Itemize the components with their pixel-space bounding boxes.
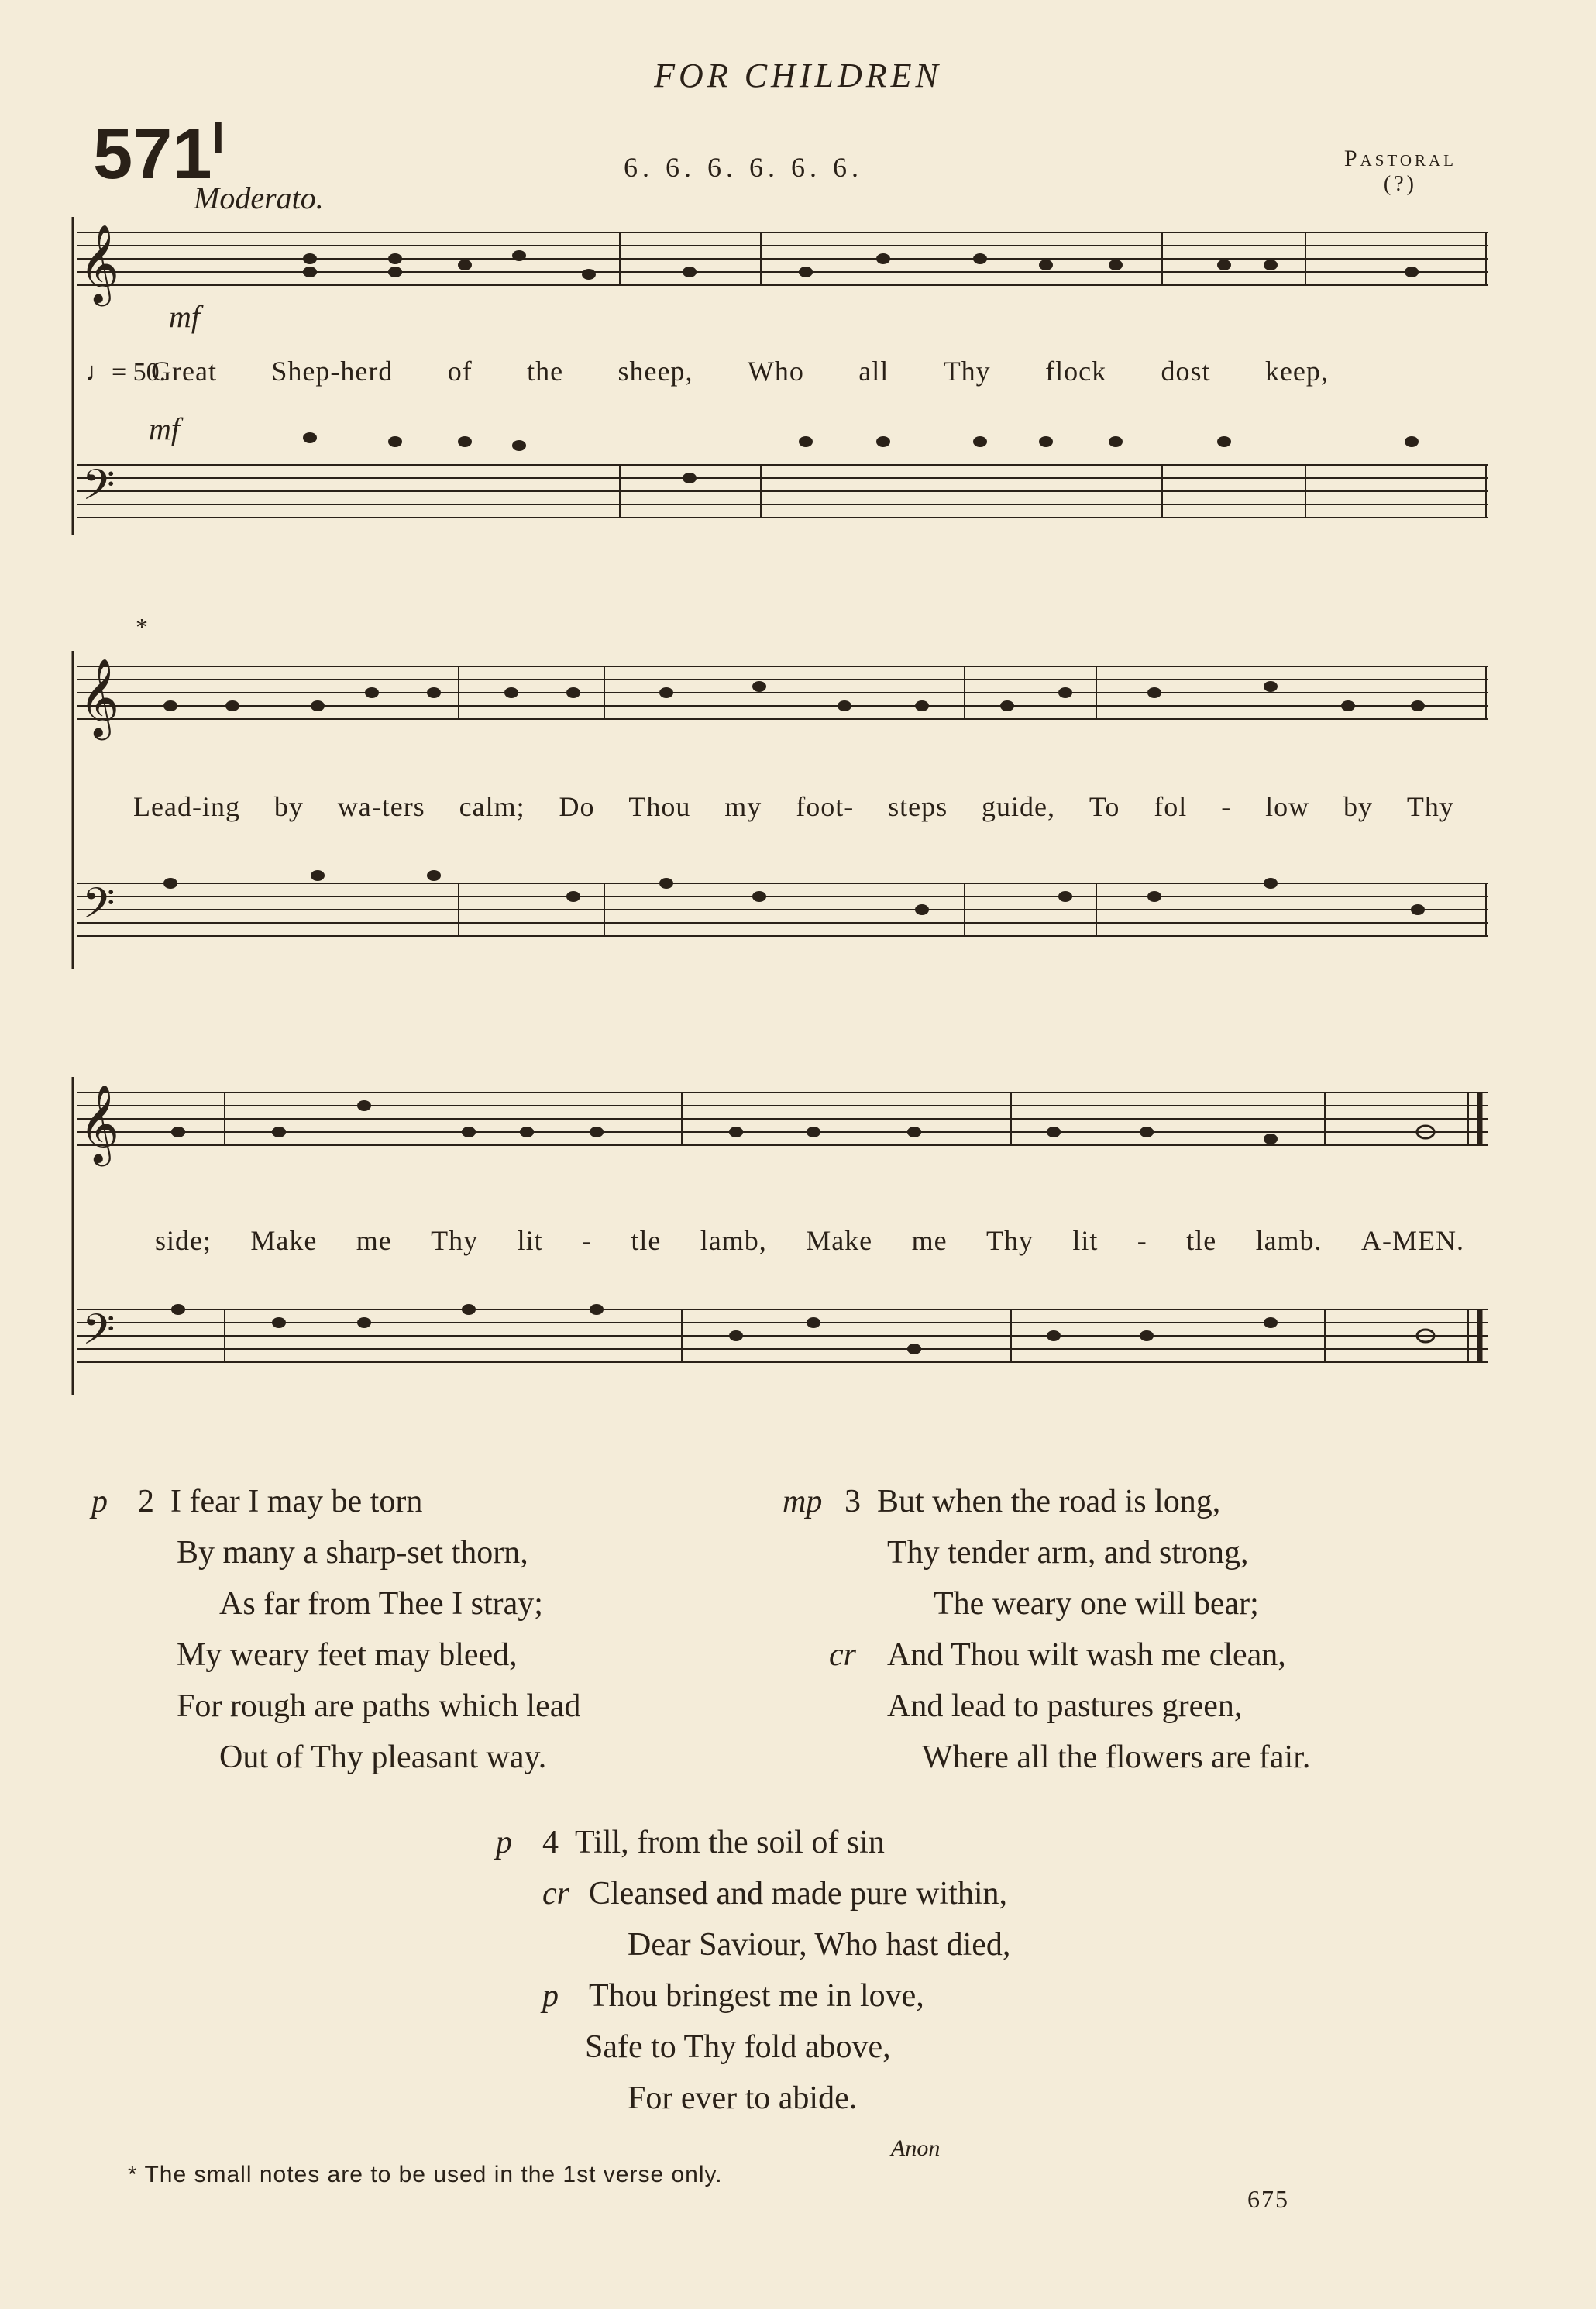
lyric-word: Who <box>747 356 804 387</box>
verse-dynamic: p <box>91 1484 108 1519</box>
lyric-word: A-MEN. <box>1360 1225 1464 1256</box>
verse-dynamic: cr <box>542 1876 569 1912</box>
verse-line <box>91 1476 580 1527</box>
verse-line: By many a sharp-set thorn, <box>177 1535 528 1571</box>
lyric-word: keep, <box>1264 356 1329 387</box>
treble-clef-icon: 𝄞 <box>79 227 120 302</box>
lyric-word: Make <box>250 1225 318 1256</box>
verse-number: 2 <box>138 1484 154 1519</box>
verse-line: As far from Thee I stray; <box>219 1586 543 1622</box>
bass-clef-icon: 𝄢 <box>82 463 115 519</box>
lyric-word: low <box>1265 791 1310 822</box>
lyric-word: lamb. <box>1255 1225 1323 1256</box>
lyric-word: foot- <box>796 791 855 822</box>
bass-clef-icon: 𝄢 <box>82 881 115 938</box>
treble-staff-1 <box>77 232 1488 285</box>
verse-line: Thy tender arm, and strong, <box>887 1535 1249 1571</box>
verse-line: Where all the flowers are fair. <box>922 1739 1311 1775</box>
verse-4 <box>496 1817 1010 2124</box>
bass-staff-3 <box>77 1309 1488 1362</box>
lyric-word: Thy <box>943 356 991 387</box>
running-title: FOR CHILDREN <box>654 57 942 95</box>
lyric-word: of <box>447 356 473 387</box>
bass-staff-2 <box>77 883 1488 936</box>
lyric-word: all <box>858 356 889 387</box>
page-number: 675 <box>1247 2185 1289 2213</box>
verse-dynamic: mp <box>783 1484 823 1519</box>
verse-line-text: Till, from the soil of sin <box>575 1825 885 1860</box>
lyric-word: steps <box>888 791 948 822</box>
verse-dynamic: p <box>542 1978 559 2014</box>
dynamic-treble: mf <box>169 299 200 334</box>
footnote: * The small notes are to be used in the 1st verse only. <box>128 2162 723 2187</box>
verse-line <box>783 1476 1310 1527</box>
lyric-word: lit <box>517 1225 543 1256</box>
lyric-word: side; <box>155 1225 212 1256</box>
verse-line-text: I fear I may be torn <box>170 1484 423 1519</box>
lyric-word: Great <box>151 356 217 387</box>
lyric-word: fol <box>1154 791 1188 822</box>
lyric-word: tle <box>1186 1225 1217 1256</box>
tune-note: (?) <box>1383 172 1417 196</box>
lyric-word: Make <box>806 1225 873 1256</box>
treble-clef-icon: 𝄞 <box>79 661 120 736</box>
verse-line: For rough are paths which lead <box>177 1688 581 1724</box>
lyric-word: by <box>273 791 304 822</box>
lyric-word: Thy <box>1406 791 1454 822</box>
lyric-word: To <box>1089 791 1120 822</box>
verse-number: 4 <box>542 1825 559 1860</box>
lyric-word: guide, <box>982 791 1055 822</box>
tune-name <box>1344 146 1457 197</box>
lyric-word: Shep-herd <box>271 356 394 387</box>
lyric-word: - <box>582 1225 592 1256</box>
verse-dynamic: cr <box>829 1637 856 1673</box>
tempo-marking: Moderato. <box>194 181 324 215</box>
verse-line-text: Cleansed and made pure within, <box>589 1876 1008 1912</box>
verse-line-text: Thou bringest me in love, <box>589 1978 924 2014</box>
lyric-word: Thy <box>985 1225 1034 1256</box>
verse-number: 3 <box>844 1484 861 1519</box>
lyric-word: Do <box>559 791 595 822</box>
verse-line: For ever to abide. <box>628 2080 858 2116</box>
lyric-word: by <box>1343 791 1374 822</box>
lyric-word: wa-ters <box>337 791 425 822</box>
lyric-word: Lead-ing <box>133 791 240 822</box>
hymn-number-superscript: I <box>212 113 225 163</box>
verse-line <box>783 1629 1310 1681</box>
hymn-number <box>93 113 225 194</box>
lyric-word: lit <box>1072 1225 1099 1256</box>
attribution: Anon <box>891 2135 941 2161</box>
verse-line <box>496 1970 1010 2022</box>
verse-2 <box>91 1476 580 1783</box>
meter: 6. 6. 6. 6. 6. 6. <box>624 152 863 183</box>
treble-clef-icon: 𝄞 <box>79 1087 120 1162</box>
bass-staff-1 <box>77 465 1488 518</box>
lyric-word: lamb, <box>700 1225 767 1256</box>
hymn-number-value: 571 <box>93 115 212 194</box>
metronome-value: = 50. <box>112 358 167 387</box>
lyric-word: tle <box>631 1225 662 1256</box>
lyric-word: me <box>356 1225 392 1256</box>
note-glyph-icon: ♩ <box>85 358 112 387</box>
verse-line <box>496 1817 1010 1868</box>
lyric-word: - <box>1137 1225 1147 1256</box>
lyric-word: dost <box>1161 356 1211 387</box>
music-system-1 <box>62 209 1503 566</box>
lyric-word: flock <box>1045 356 1107 387</box>
footnote-asterisk-icon: * <box>136 613 148 641</box>
verse-dynamic: p <box>496 1825 512 1860</box>
dynamic-bass: mf <box>149 411 180 446</box>
verse-line <box>496 1868 1010 1919</box>
lyric-line-2 <box>133 790 1454 823</box>
lyric-word: the <box>527 356 564 387</box>
lyric-word: Thou <box>628 791 691 822</box>
verse-line: The weary one will bear; <box>934 1586 1259 1622</box>
verse-line-text: And Thou wilt wash me clean, <box>887 1637 1286 1673</box>
verse-line: My weary feet may bleed, <box>177 1637 518 1673</box>
lyric-word: me <box>911 1225 948 1256</box>
verse-line: And lead to pastures green, <box>887 1688 1243 1724</box>
verse-line: Out of Thy pleasant way. <box>219 1739 547 1775</box>
verse-3 <box>783 1476 1310 1783</box>
verse-line: Safe to Thy fold above, <box>585 2029 891 2065</box>
lyric-line-1 <box>151 355 1329 387</box>
lyric-word: sheep, <box>617 356 693 387</box>
treble-staff-2 <box>77 666 1488 719</box>
lyric-word: - <box>1221 791 1232 822</box>
bass-clef-icon: 𝄢 <box>82 1307 115 1364</box>
tune-name-label: Pastoral <box>1343 146 1457 171</box>
verse-line: Dear Saviour, Who hast died, <box>628 1927 1011 1963</box>
lyric-line-3 <box>155 1224 1464 1257</box>
verse-line-text: But when the road is long, <box>877 1484 1221 1519</box>
lyric-word: calm; <box>459 791 525 822</box>
lyric-word: my <box>724 791 762 822</box>
lyric-word: Thy <box>431 1225 479 1256</box>
